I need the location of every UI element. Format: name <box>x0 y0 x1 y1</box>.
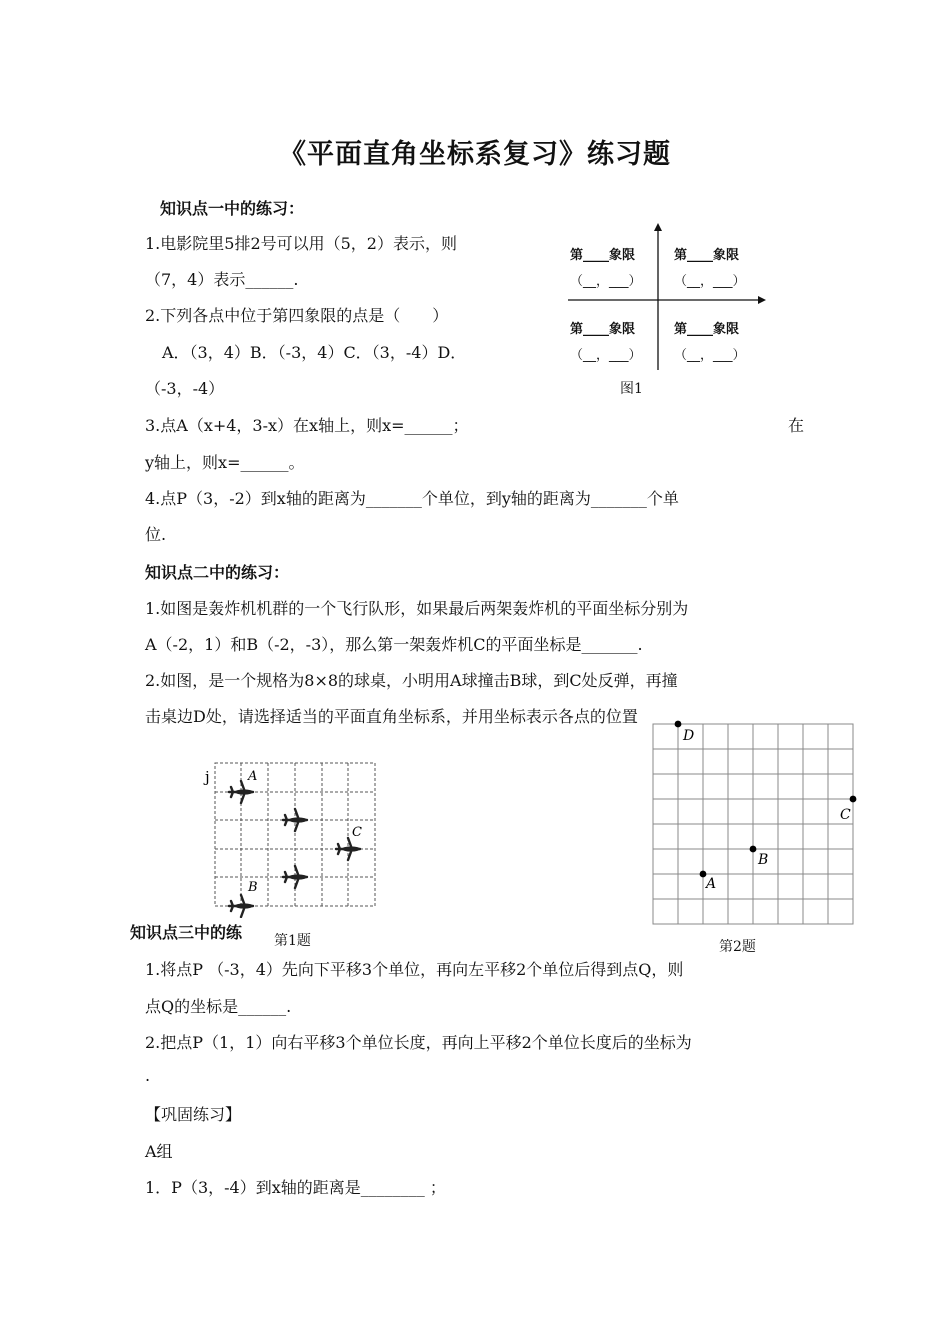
k3-q1-line2: 点Q的坐标是______. <box>145 997 292 1016</box>
k2-q1-line1: 1.如图是轰炸机机群的一个飞行队形，如果最后两架轰炸机的平面坐标分别为 <box>145 599 689 618</box>
section-heading-k2: 知识点二中的练习： <box>145 563 290 582</box>
point-d <box>675 721 682 728</box>
section-heading-k3: 知识点三中的练 <box>130 920 242 943</box>
k1-q1-line2: （7，4）表示______. <box>145 270 299 289</box>
group-a-heading: A组 <box>145 1142 173 1161</box>
k1-q2-option-d: （-3，-4） <box>145 379 225 398</box>
k3-q2-line2: . <box>145 1066 151 1085</box>
k1-q1-line1: 1.电影院里5排2号可以用（5，2）表示，则 <box>145 234 457 253</box>
quadrant-coord-tl: （__，___） <box>570 274 642 289</box>
page-title: 《平面直角坐标系复习》练习题 <box>279 139 671 170</box>
k2-q2-line2: 击桌边D处，请选择适当的平面直角坐标系，并用坐标表示各点的位置 <box>145 707 638 726</box>
consolidation-heading: 【巩固练习】 <box>145 1105 242 1124</box>
quadrant-label-br: 第____象限 <box>674 322 740 337</box>
plane-a-icon <box>229 781 253 803</box>
label-c: C <box>840 807 851 823</box>
k1-q3-line2: y轴上，则x=______。 <box>145 453 305 472</box>
label-b: B <box>248 880 258 895</box>
a-q1-line: 1．P（3，-4）到x轴的距离是________ ； <box>145 1178 446 1197</box>
quadrant-coord-tr: （__，___） <box>674 274 746 289</box>
label-d: D <box>683 728 695 744</box>
plane-icon <box>283 866 307 888</box>
figure-q1-caption: 第1题 <box>274 933 311 949</box>
quadrant-label-tl: 第____象限 <box>570 248 636 263</box>
k1-q2-line: 2.下列各点中位于第四象限的点是（ ） <box>145 306 449 325</box>
quadrant-label-bl: 第____象限 <box>570 322 636 337</box>
figure-q2-caption: 第2题 <box>719 939 756 955</box>
plane-b-icon <box>229 895 253 917</box>
k1-q3-line1: 3.点A（x+4，3-x）在x轴上，则x=______； <box>145 416 469 435</box>
k3-q1-line1: 1.将点P （-3，4）先向下平移3个单位，再向左平移2个单位后得到点Q，则 <box>145 960 684 979</box>
point-b <box>750 846 757 853</box>
label-c: C <box>352 825 362 840</box>
quadrant-coord-bl: （__，___） <box>570 348 642 363</box>
label-a: A <box>248 769 258 784</box>
plane-c-icon <box>336 838 360 860</box>
point-c <box>850 796 857 803</box>
pool-table-grid <box>645 718 867 930</box>
bomber-grid <box>200 758 385 918</box>
section-heading-k1: 知识点一中的练习： <box>160 199 305 218</box>
k2-q2-line1: 2.如图，是一个规格为8×8的球桌，小明用A球撞击B球，到C处反弹，再撞 <box>145 671 678 690</box>
figure-quadrants <box>562 220 772 400</box>
quadrant-label-tr: 第____象限 <box>674 248 740 263</box>
edge-mark: j <box>205 768 210 786</box>
k1-q3-line1-end: 在 <box>788 416 805 435</box>
k1-q4-line2: 位. <box>145 525 167 544</box>
k2-q1-line2: A（-2，1）和B（-2，-3），那么第一架轰炸机C的平面坐标是_______. <box>145 635 643 654</box>
k1-q2-options: A．（3，4）B．（-3，4）C．（3，-4）D． <box>162 343 467 362</box>
quadrant-coord-br: （__，___） <box>674 348 746 363</box>
figure-pool-table <box>645 718 867 954</box>
label-b: B <box>758 852 769 868</box>
k3-q2-line1: 2.把点P（1，1）向右平移3个单位长度，再向上平移2个单位长度后的坐标为 <box>145 1033 692 1052</box>
k1-q4-line1: 4.点P（3，-2）到x轴的距离为_______个单位，到y轴的距离为_______个单 <box>145 489 679 508</box>
label-a: A <box>706 876 717 892</box>
plane-icon <box>283 809 307 831</box>
figure1-caption: 图1 <box>620 381 643 397</box>
